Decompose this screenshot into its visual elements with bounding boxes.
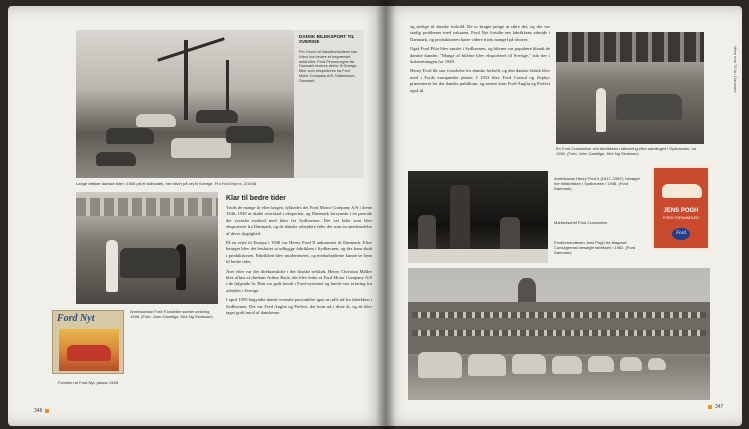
right-paragraph-2: Også Ford Pilot blev samlet i Sydhavnen, og bilerne var populære blandt de danske kunder. "Mange af bilerne blev eksporteret til Sverige," står der i årsberetningen for 1949. xyxy=(410,46,550,65)
left-page-number xyxy=(34,408,49,414)
right-paragraph-1: og sørlige til danske forhold. De to brugte penge at sikre det, og der var stadig problemer med valutaen. Ford Nyt fortalte om fabrikkens arbejde i Danmark, og produktionen kørte videre trods mangel på råvarer. xyxy=(410,24,550,42)
photo1-text-box xyxy=(294,30,364,178)
orange-marker-right xyxy=(708,405,712,409)
truck-4 xyxy=(552,356,582,374)
henry-ford-caption: Amerikansk Henry Ford II (1917–1987), besøger her bilfabrikken i Sydhavnen i 1948. (Ford Danmark) xyxy=(554,176,641,191)
left-paragraph-3: Året efter var der direktørskifte i det danske selskab. Henry Christian Møller blev afløst af direktør Arthur Back, der blev leder af Ford Motor Company A/S i de følgende år. Han var godt kendt i Ford-systemet og havde stor erfaring fra arbejdet i Sverige. xyxy=(226,268,372,293)
meeting-table xyxy=(408,249,548,263)
truck-6 xyxy=(620,357,642,371)
orange-marker xyxy=(45,409,49,413)
right-body-text xyxy=(410,24,550,164)
ford-nyt-caption: Forsiden af Ford Nyt, januar 1948. xyxy=(58,380,119,385)
factory-photo-caption: En Ford Customline ved fabrikkens udlevering efter samlingen i Sydhavnen, ca. 1950. (Foto: John Carstilgo, Dirk Ng Skotsson) xyxy=(556,146,697,156)
water-tower xyxy=(518,278,536,302)
car-3 xyxy=(226,126,274,143)
truck-3 xyxy=(512,354,546,374)
car-6 xyxy=(196,110,238,123)
jens-pogh-caption: Fordforhandleren Jens Pogh fra Magasin Consagerrard besøgte fabrikken i 1952. (Ford Danmark) xyxy=(554,240,636,255)
jens-pogh-sticker xyxy=(652,166,710,250)
factory-windows-bottom xyxy=(412,330,706,336)
car-5 xyxy=(136,114,176,127)
right-page xyxy=(384,6,742,426)
right-page-number xyxy=(708,404,723,410)
left-page xyxy=(8,6,384,426)
photo-henry-ford-visit xyxy=(408,171,548,263)
left-paragraph-2: På en rejse til Europa i 1948 var Henry Ford II ankommet til Danmark. Efter besøget blev det besluttet at udbygge fabrikken i Sydhavnen, og der kom skub i produktionen. Fabrikken blev moderniseret, og medarbejderne kunne se frem til bedre tider. xyxy=(226,240,372,265)
factory-ceiling xyxy=(556,32,704,62)
crane-mast-2 xyxy=(226,60,229,115)
photo1-caption: Lange rækker danske biler i 1948 på et skibsdæk, her bliver på vej til Sverige. Fra Ford Nyt nr. 2/1948. xyxy=(76,181,258,186)
truck-2 xyxy=(468,354,506,376)
truck-7 xyxy=(648,358,666,370)
man-standing xyxy=(450,185,470,255)
customline-car xyxy=(616,94,682,120)
ford-oval-logo: Ford xyxy=(672,228,690,240)
left-paragraph-1: Trods de mange år efter krigen, lykkedes det Ford Motor Company A/S i årene 1946–1949 at skabe overskud i eksporten, og Danmark forsynede i en periode det svenske marked med biler fra Sydhavnen. Det var biler som blev eksporteret fra Danmark, og de danske arbejdere følte det som en anerkendelse af deres dygtighed. xyxy=(226,205,372,236)
factory-building xyxy=(408,302,710,354)
truck-body xyxy=(120,248,180,278)
photo-factory-trucks xyxy=(408,268,710,400)
markedschef-caption: Markedschef Ford Customline. xyxy=(554,220,609,225)
book-spine-shadow xyxy=(376,0,396,429)
car-1 xyxy=(106,128,154,144)
truck-1 xyxy=(418,352,462,378)
sticker-car xyxy=(662,184,702,198)
photo-factory-customline xyxy=(556,32,704,144)
photo-ship-deck-cars xyxy=(76,30,296,178)
left-paragraph-4: I april 1950 begyndte dansk-svenske personbiler igen at rulle ud fra fabrikken i Sydhavnen. Det var Ford Anglia og Prefect, der kom ud i disse år, og de blev taget godt imod af danskerne. xyxy=(226,297,372,316)
ford-nyt-cover xyxy=(52,310,124,374)
photo1-box-title: DANSK BILEKSPORT TIL SVERIGE xyxy=(299,34,355,44)
ford-nyt-title: Ford Nyt xyxy=(57,313,95,324)
ford-nyt-illustration xyxy=(59,329,119,371)
crane-arm xyxy=(157,37,225,61)
jens-pogh-label: JENS POGH xyxy=(663,208,699,214)
photo2-caption: Amerikanske Ford F-lastbiler samlet omkring 1948. (Foto: John Carstilgo, Dirk Ng Skotsson) xyxy=(130,309,213,319)
right-page-number-text: 347 xyxy=(715,404,724,410)
photo-truck-assembly xyxy=(76,192,218,304)
jens-pogh-sub: FORD FORHANDLER xyxy=(663,216,699,220)
section-heading: Klar til bedre tider xyxy=(226,195,286,202)
worker-1 xyxy=(106,240,118,292)
red-truck xyxy=(67,345,111,361)
worker-white xyxy=(596,88,606,132)
factory-windows-top xyxy=(412,312,706,318)
car-4 xyxy=(96,152,136,166)
factory-roof-beams xyxy=(76,198,218,216)
right-paragraph-3: Henry Ford fik stor forståelse for danske forhold, og den danske fabrik blev med i Fords europæiske planer. I 1952 blev Ford Consul og Zephyr præsenteret for det danske publikum, og senere kom Ford Anglia og Prefect også til. xyxy=(410,68,550,93)
left-body-text xyxy=(226,205,372,415)
left-page-number-text: 348 xyxy=(34,408,43,414)
car-2 xyxy=(171,138,231,158)
truck-5 xyxy=(588,356,614,372)
photo1-box-text: Per Grund af Valutaforholdene kan Volvo kun levere et begrænset antal biler. Ford Personvogne fra Danmark leveres derfor til Sverige. Biler som eksporteres fra Ford Motor Company A/S, København, Danmark. xyxy=(299,50,358,83)
chapter-side-tab: Mere end 75 år i Danmark xyxy=(733,46,738,93)
